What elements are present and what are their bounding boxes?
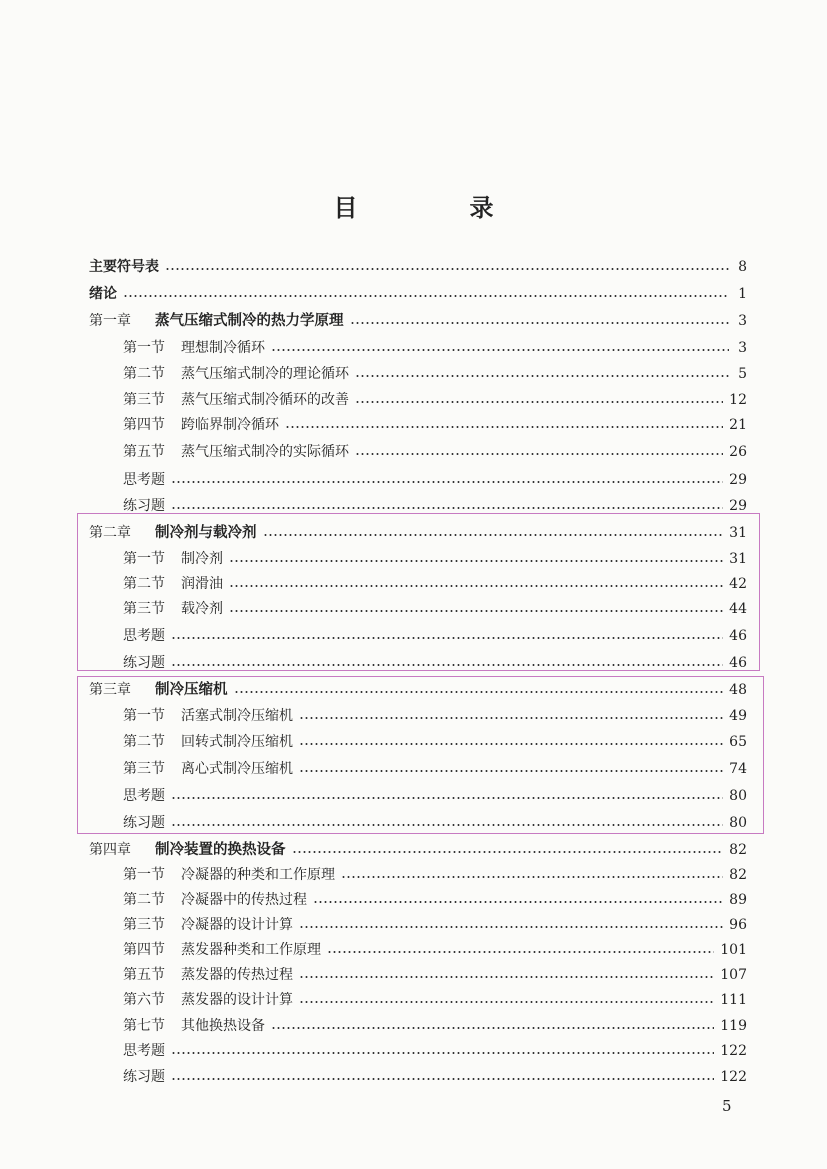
toc-entry-label: 绪论 bbox=[89, 286, 117, 302]
toc-entry-number: 第二节 bbox=[123, 892, 165, 908]
toc-entry-page: 49 bbox=[729, 708, 747, 724]
toc-entry-label: 理想制冷循环 bbox=[181, 340, 265, 356]
toc-entry-page: 42 bbox=[729, 576, 747, 592]
toc-entry-number: 第二节 bbox=[123, 576, 165, 592]
toc-entry-page: 46 bbox=[729, 655, 747, 671]
dot-leader bbox=[355, 453, 723, 455]
toc-entry-label: 练习题 bbox=[123, 1069, 165, 1085]
toc-entry-label: 跨临界制冷循环 bbox=[181, 417, 279, 433]
page-title: 目 录 bbox=[333, 194, 538, 222]
toc-entry-label: 练习题 bbox=[123, 655, 165, 671]
toc-entry-page: 82 bbox=[729, 867, 747, 883]
toc-section-entry[interactable] bbox=[123, 1013, 747, 1039]
dot-leader bbox=[123, 295, 729, 297]
toc-entry-page: 82 bbox=[729, 842, 747, 858]
toc-section-entry[interactable] bbox=[123, 335, 747, 361]
toc-entry-label: 思考题 bbox=[123, 628, 165, 644]
toc-entry-page: 12 bbox=[729, 392, 747, 408]
dot-leader bbox=[313, 901, 723, 903]
toc-entry-page: 5 bbox=[738, 366, 747, 382]
toc-entry-label: 冷凝器的种类和工作原理 bbox=[181, 867, 335, 883]
toc-section-entry[interactable] bbox=[123, 887, 747, 913]
toc-entry-page: 111 bbox=[720, 992, 747, 1008]
toc-entry-label: 思考题 bbox=[123, 472, 165, 488]
dot-leader bbox=[292, 851, 724, 853]
toc-entry-page: 101 bbox=[720, 942, 747, 958]
toc-entry-number: 第一节 bbox=[123, 551, 165, 567]
toc-section-entry[interactable] bbox=[123, 962, 747, 988]
toc-entry-label: 蒸气压缩式制冷循环的改善 bbox=[181, 392, 349, 408]
toc-entry-label: 思考题 bbox=[123, 1043, 165, 1059]
toc-entry-number: 第二节 bbox=[123, 734, 165, 750]
toc-entry-label: 润滑油 bbox=[181, 576, 223, 592]
toc-entry-page: 65 bbox=[729, 734, 747, 750]
toc-entry-label: 蒸气压缩式制冷的热力学原理 bbox=[155, 313, 344, 329]
toc-entry-number: 第三节 bbox=[123, 917, 165, 933]
toc-chapter-entry[interactable] bbox=[89, 281, 747, 307]
dot-leader bbox=[271, 349, 729, 351]
toc-entry-page: 119 bbox=[720, 1018, 747, 1034]
toc-entry-page: 26 bbox=[729, 444, 747, 460]
toc-entry-number: 第一节 bbox=[123, 340, 165, 356]
highlight-box-chapter-2 bbox=[77, 513, 760, 671]
toc-section-entry[interactable] bbox=[123, 387, 747, 413]
toc-entry-number: 第四章 bbox=[89, 842, 131, 858]
toc-entry-page: 80 bbox=[729, 788, 747, 804]
toc-entry-label: 思考题 bbox=[123, 788, 165, 804]
toc-entry-number: 第三章 bbox=[89, 682, 131, 698]
toc-entry-label: 制冷压缩机 bbox=[155, 682, 228, 698]
dot-leader bbox=[355, 401, 723, 403]
toc-section-entry[interactable] bbox=[123, 937, 747, 963]
toc-chapter-entry[interactable] bbox=[89, 837, 747, 863]
toc-entry-number: 第一章 bbox=[89, 313, 131, 329]
toc-section-entry[interactable] bbox=[123, 1038, 747, 1064]
dot-leader bbox=[171, 507, 723, 509]
toc-entry-label: 练习题 bbox=[123, 498, 165, 514]
toc-entry-page: 21 bbox=[729, 417, 747, 433]
dot-leader bbox=[327, 951, 714, 953]
toc-section-entry[interactable] bbox=[123, 439, 747, 465]
toc-entry-page: 122 bbox=[720, 1043, 747, 1059]
toc-entry-page: 80 bbox=[729, 815, 747, 831]
toc-entry-label: 制冷剂 bbox=[181, 551, 223, 567]
footer-page-number: 5 bbox=[722, 1097, 732, 1115]
dot-leader bbox=[171, 1078, 714, 1080]
toc-entry-label: 蒸发器种类和工作原理 bbox=[181, 942, 321, 958]
toc-entry-number: 第六节 bbox=[123, 992, 165, 1008]
toc-entry-page: 74 bbox=[729, 761, 747, 777]
toc-entry-page: 122 bbox=[720, 1069, 747, 1085]
toc-entry-number: 第七节 bbox=[123, 1018, 165, 1034]
toc-entry-page: 3 bbox=[738, 340, 747, 356]
toc-entry-label: 蒸气压缩式制冷的理论循环 bbox=[181, 366, 349, 382]
toc-entry-page: 29 bbox=[729, 472, 747, 488]
toc-entry-page: 31 bbox=[729, 525, 747, 541]
dot-leader bbox=[171, 1052, 714, 1054]
toc-entry-label: 蒸气压缩式制冷的实际循环 bbox=[181, 444, 349, 460]
toc-entry-label: 回转式制冷压缩机 bbox=[181, 734, 293, 750]
toc-section-entry[interactable] bbox=[123, 467, 747, 493]
toc-chapter-entry[interactable] bbox=[89, 254, 747, 280]
toc-entry-number: 第五节 bbox=[123, 967, 165, 983]
toc-section-entry[interactable] bbox=[123, 361, 747, 387]
toc-entry-page: 44 bbox=[729, 601, 747, 617]
toc-entry-label: 其他换热设备 bbox=[181, 1018, 265, 1034]
toc-entry-number: 第三节 bbox=[123, 761, 165, 777]
toc-entry-label: 练习题 bbox=[123, 815, 165, 831]
dot-leader bbox=[355, 375, 729, 377]
dot-leader bbox=[299, 926, 723, 928]
toc-entry-number: 第二章 bbox=[89, 525, 131, 541]
toc-entry-page: 48 bbox=[729, 682, 747, 698]
toc-entry-number: 第一节 bbox=[123, 867, 165, 883]
toc-entry-page: 96 bbox=[729, 917, 747, 933]
dot-leader bbox=[165, 268, 729, 270]
toc-entry-number: 第五节 bbox=[123, 444, 165, 460]
toc-chapter-entry[interactable] bbox=[89, 308, 747, 334]
dot-leader bbox=[299, 1001, 714, 1003]
toc-section-entry[interactable] bbox=[123, 987, 747, 1013]
toc-entry-page: 46 bbox=[729, 628, 747, 644]
toc-section-entry[interactable] bbox=[123, 912, 747, 938]
toc-entry-label: 活塞式制冷压缩机 bbox=[181, 708, 293, 724]
toc-entry-label: 冷凝器的设计计算 bbox=[181, 917, 293, 933]
toc-entry-label: 冷凝器中的传热过程 bbox=[181, 892, 307, 908]
dot-leader bbox=[171, 481, 723, 483]
dot-leader bbox=[341, 876, 723, 878]
toc-section-entry[interactable] bbox=[123, 862, 747, 888]
toc-entry-page: 1 bbox=[738, 286, 747, 302]
toc-entry-label: 载冷剂 bbox=[181, 601, 223, 617]
toc-entry-number: 第四节 bbox=[123, 417, 165, 433]
toc-entry-number: 第二节 bbox=[123, 366, 165, 382]
toc-entry-label: 主要符号表 bbox=[89, 259, 159, 275]
toc-entry-number: 第一节 bbox=[123, 708, 165, 724]
dot-leader bbox=[285, 426, 723, 428]
toc-entry-page: 31 bbox=[729, 551, 747, 567]
toc-entry-page: 8 bbox=[738, 259, 747, 275]
toc-entry-label: 蒸发器的传热过程 bbox=[181, 967, 293, 983]
dot-leader bbox=[271, 1027, 714, 1029]
toc-entry-number: 第三节 bbox=[123, 392, 165, 408]
toc-entry-page: 107 bbox=[720, 967, 747, 983]
toc-entry-page: 89 bbox=[729, 892, 747, 908]
toc-entry-label: 制冷装置的换热设备 bbox=[155, 842, 286, 858]
toc-entry-page: 29 bbox=[729, 498, 747, 514]
dot-leader bbox=[299, 976, 714, 978]
highlight-box-chapter-3 bbox=[77, 676, 764, 834]
toc-entry-page: 3 bbox=[738, 313, 747, 329]
toc-section-entry[interactable] bbox=[123, 1064, 747, 1090]
toc-entry-label: 离心式制冷压缩机 bbox=[181, 761, 293, 777]
dot-leader bbox=[350, 322, 730, 324]
toc-entry-number: 第四节 bbox=[123, 942, 165, 958]
toc-section-entry[interactable] bbox=[123, 412, 747, 438]
toc-entry-label: 制冷剂与载冷剂 bbox=[155, 525, 257, 541]
toc-entry-number: 第三节 bbox=[123, 601, 165, 617]
toc-entry-label: 蒸发器的设计计算 bbox=[181, 992, 293, 1008]
